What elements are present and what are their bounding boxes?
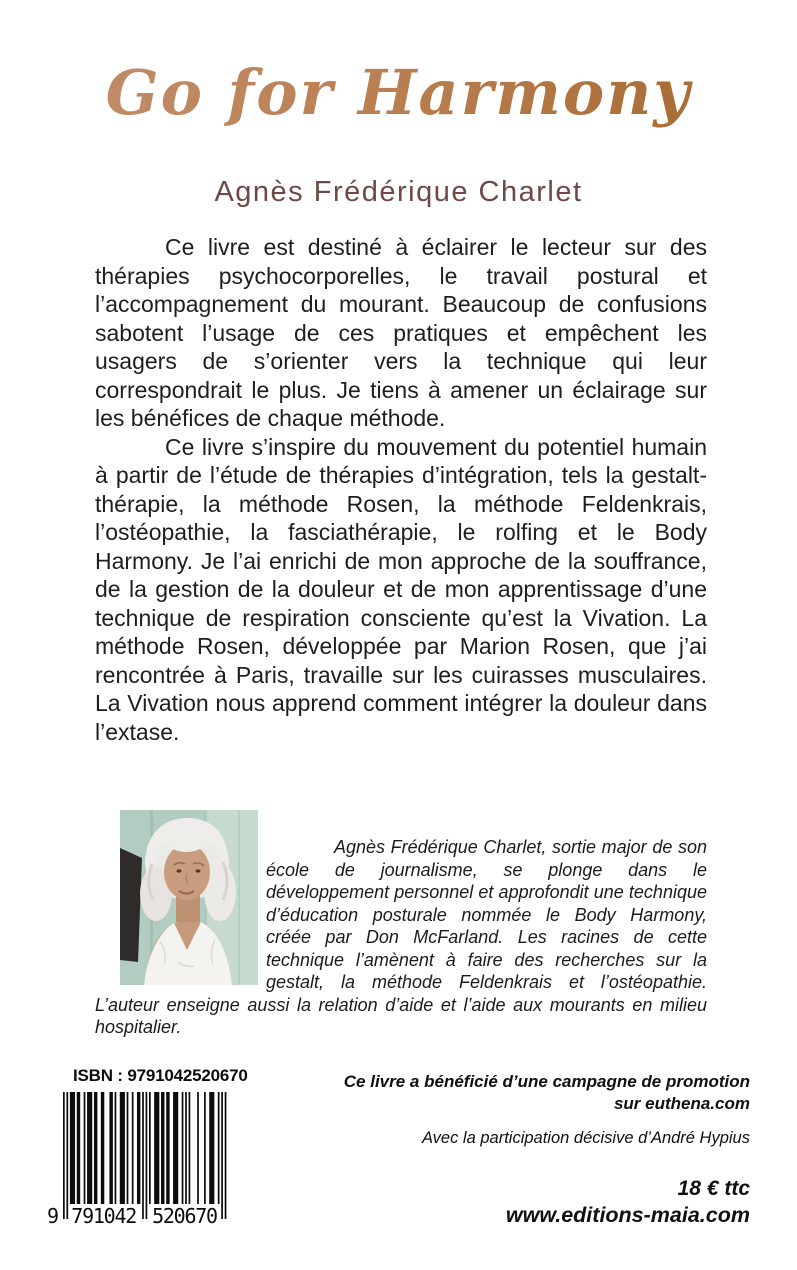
barcode [46,1092,231,1227]
svg-text:520670: 520670 [152,1204,219,1227]
synopsis-paragraph-1: Ce livre est destiné à éclairer le lecteur sur des thérapies psychocorporelles, le travail postural et l’accompagnement du mourant. Beaucoup de confusions sabotent l’usage de ces pratiques et empêchent les usagers de s’orienter vers la technique qui leur correspondrait le plus. Je tiens à amener un éclairage sur les bénéfices de chaque méthode. [95,234,707,431]
promo-line-1: Ce livre a bénéficié d’une campagne de promotion [343,1072,750,1091]
author-bio [95,836,707,1039]
publisher-info [344,1071,750,1228]
publisher-website: www.editions-maia.com [505,1203,750,1227]
bio-text [95,836,707,1039]
synopsis [95,233,707,746]
participation-credit: Avec la participation décisive d’André Hypius [421,1129,750,1147]
author-portrait-image [120,810,258,985]
svg-text:9: 9 [47,1204,60,1227]
author-photo [120,810,258,985]
author-name: Agnès Frédérique Charlet [214,176,583,208]
synopsis-paragraph-2: Ce livre s’inspire du mouvement du potentiel humain à partir de l’étude de thérapies d’intégration, tels la gestalt-thérapie, la méthode Rosen, la méthode Feldenkrais, l’ostéopathie, la fasciathérapie, le rolfing et le Body Harmony. Je l’ai enrichi de mon approche de la souffrance, de la gestion de la douleur et de mon apprentissage d’une technique de respiration consciente qu’est la Vivation. La méthode Rosen, développée par Marion Rosen, que j’ai rencontrée à Paris, travaille sur les cuirasses musculaires. La Vivation nous apprend comment intégrer la douleur dans l’extase. [95,433,707,745]
price-label: 18 € ttc [677,1177,750,1200]
svg-text:791042: 791042 [71,1204,138,1227]
book-title: Go for Harmony [0,56,797,130]
bio-text-content: Agnès Frédérique Charlet, sortie major de son école de journalisme, se plonge dans le développement personnel et approfondit une technique d’éducation posturale nommée le Body Harmony, créée par Don McFarland. Les racines de cette technique l’amènent à faire des recherches sur la gestalt, la méthode Feldenkrais et l’ostéopathie. L’auteur enseigne aussi la relation d’aide et l’aide aux mourants en milieu hospitalier. [95,837,707,1037]
isbn-label: ISBN : 9791042520670 [73,1066,248,1085]
promo-line-2: sur euthena.com [613,1094,750,1113]
